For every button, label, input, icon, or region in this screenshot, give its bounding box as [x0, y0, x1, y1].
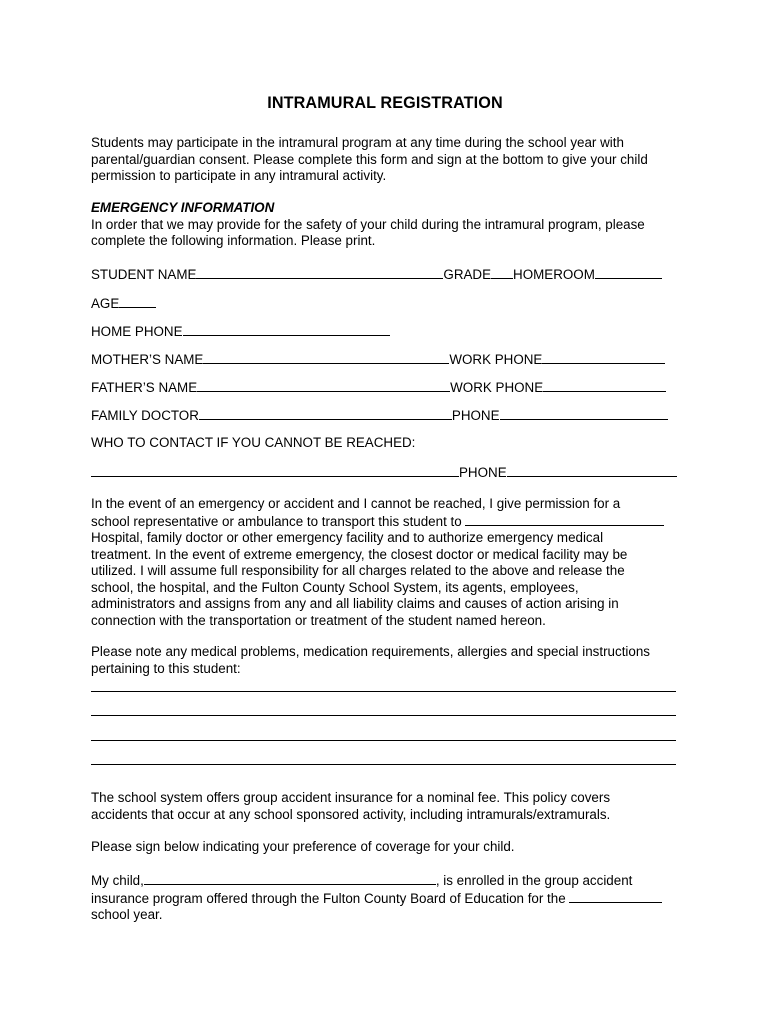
emergency-heading: EMERGENCY INFORMATION: [91, 200, 275, 215]
enrollment-paragraph: [91, 872, 691, 924]
permission-paragraph: [91, 496, 691, 629]
enrollment-row: [91, 872, 691, 890]
mothers-name-label: MOTHER’S NAME: [91, 352, 204, 367]
medical-line: pertaining to this student:: [91, 660, 241, 676]
permission-hospital-row: [91, 513, 691, 531]
medical-notes-line[interactable]: [91, 691, 676, 692]
permission-line: administrators and assigns from any and all liability claims and causes of action arising in: [91, 596, 619, 611]
insurance-paragraph: [91, 790, 691, 823]
child-name-field[interactable]: [144, 872, 436, 885]
medical-notes-line[interactable]: [91, 715, 676, 716]
father-work-phone-field[interactable]: [543, 379, 666, 392]
home-phone-row: [91, 323, 390, 340]
contact-name-field[interactable]: [91, 464, 459, 477]
age-field[interactable]: [119, 295, 156, 308]
homeroom-label: HOMEROOM: [513, 267, 595, 282]
work-phone-label: WORK PHONE: [449, 352, 543, 367]
contact-heading-row: [91, 435, 415, 451]
permission-line: In the event of an emergency or accident and I cannot be reached, I give permission for a: [91, 496, 621, 511]
medical-line: Please note any medical problems, medication requirements, allergies and special instructions: [91, 644, 650, 659]
insurance-line: The school system offers group accident insurance for a nominal fee. This policy covers: [91, 790, 611, 805]
enrollment-suffix: , is enrolled in the group accident: [435, 873, 633, 888]
permission-line: school representative or ambulance to transport this student to: [91, 513, 462, 529]
permission-line: school, the hospital, and the Fulton County School System, its agents, employees,: [91, 579, 579, 595]
enrollment-prefix: My child,: [91, 873, 144, 888]
doctor-row: [91, 407, 668, 424]
grade-label: GRADE: [443, 267, 492, 282]
doctor-phone-label: PHONE: [451, 408, 500, 423]
permission-line: Hospital, family doctor or other emergency facility and to authorize emergency medical: [91, 530, 604, 545]
father-row: [91, 379, 666, 396]
grade-field[interactable]: [491, 266, 513, 279]
intro-paragraph: [91, 135, 691, 185]
permission-line: treatment. In the event of extreme emergency, the closest doctor or medical facility may be: [91, 546, 628, 562]
homeroom-field[interactable]: [595, 266, 662, 279]
mother-work-phone-field[interactable]: [542, 351, 665, 364]
medical-notes-line[interactable]: [91, 764, 676, 765]
enrollment-row: [91, 890, 691, 908]
doctor-phone-field[interactable]: [500, 407, 668, 420]
emergency-line: complete the following information. Please print.: [91, 233, 376, 249]
intro-line: parental/guardian consent. Please complete this form and sign at the bottom to give your child: [91, 151, 648, 167]
enrollment-line: insurance program offered through the Fulton County Board of Education for the: [91, 890, 566, 906]
contact-phone-field[interactable]: [507, 464, 677, 477]
mothers-name-field[interactable]: [203, 351, 449, 364]
student-row: [91, 266, 662, 283]
school-year-field[interactable]: [569, 890, 662, 903]
enrollment-line: school year.: [91, 907, 163, 923]
family-doctor-label: FAMILY DOCTOR: [91, 408, 199, 423]
fathers-name-label: FATHER’S NAME: [91, 380, 198, 395]
age-label: AGE: [91, 296, 120, 311]
intro-line: permission to participate in any intramural activity.: [91, 168, 387, 184]
contact-row: [91, 464, 677, 481]
medical-paragraph: [91, 644, 691, 677]
emergency-line: In order that we may provide for the safety of your child during the intramural program, please: [91, 216, 645, 232]
fathers-name-field[interactable]: [197, 379, 450, 392]
sign-below-text: Please sign below indicating your preference of coverage for your child.: [91, 839, 515, 854]
permission-line: connection with the transportation or treatment of the student named hereon.: [91, 612, 546, 628]
family-doctor-field[interactable]: [199, 407, 452, 420]
medical-notes-line[interactable]: [91, 740, 676, 741]
home-phone-label: HOME PHONE: [91, 324, 183, 339]
age-row: [91, 295, 156, 312]
who-to-contact-label: WHO TO CONTACT IF YOU CANNOT BE REACHED:: [91, 435, 416, 450]
student-name-label: STUDENT NAME: [91, 267, 197, 282]
hospital-field[interactable]: [465, 513, 664, 526]
form-title: INTRAMURAL REGISTRATION: [267, 94, 503, 112]
insurance-line: accidents that occur at any school sponsored activity, including intramurals/extramurals.: [91, 806, 611, 822]
student-name-field[interactable]: [196, 266, 443, 279]
emergency-section: [91, 200, 691, 250]
intro-line: Students may participate in the intramural program at any time during the school year with: [91, 135, 624, 150]
home-phone-field[interactable]: [183, 323, 390, 336]
work-phone-label: WORK PHONE: [450, 380, 544, 395]
contact-phone-label: PHONE: [459, 465, 507, 480]
sign-below-paragraph: [91, 839, 691, 856]
mother-row: [91, 351, 665, 368]
permission-line: utilized. I will assume full responsibility for all charges related to the above and release the: [91, 563, 625, 578]
